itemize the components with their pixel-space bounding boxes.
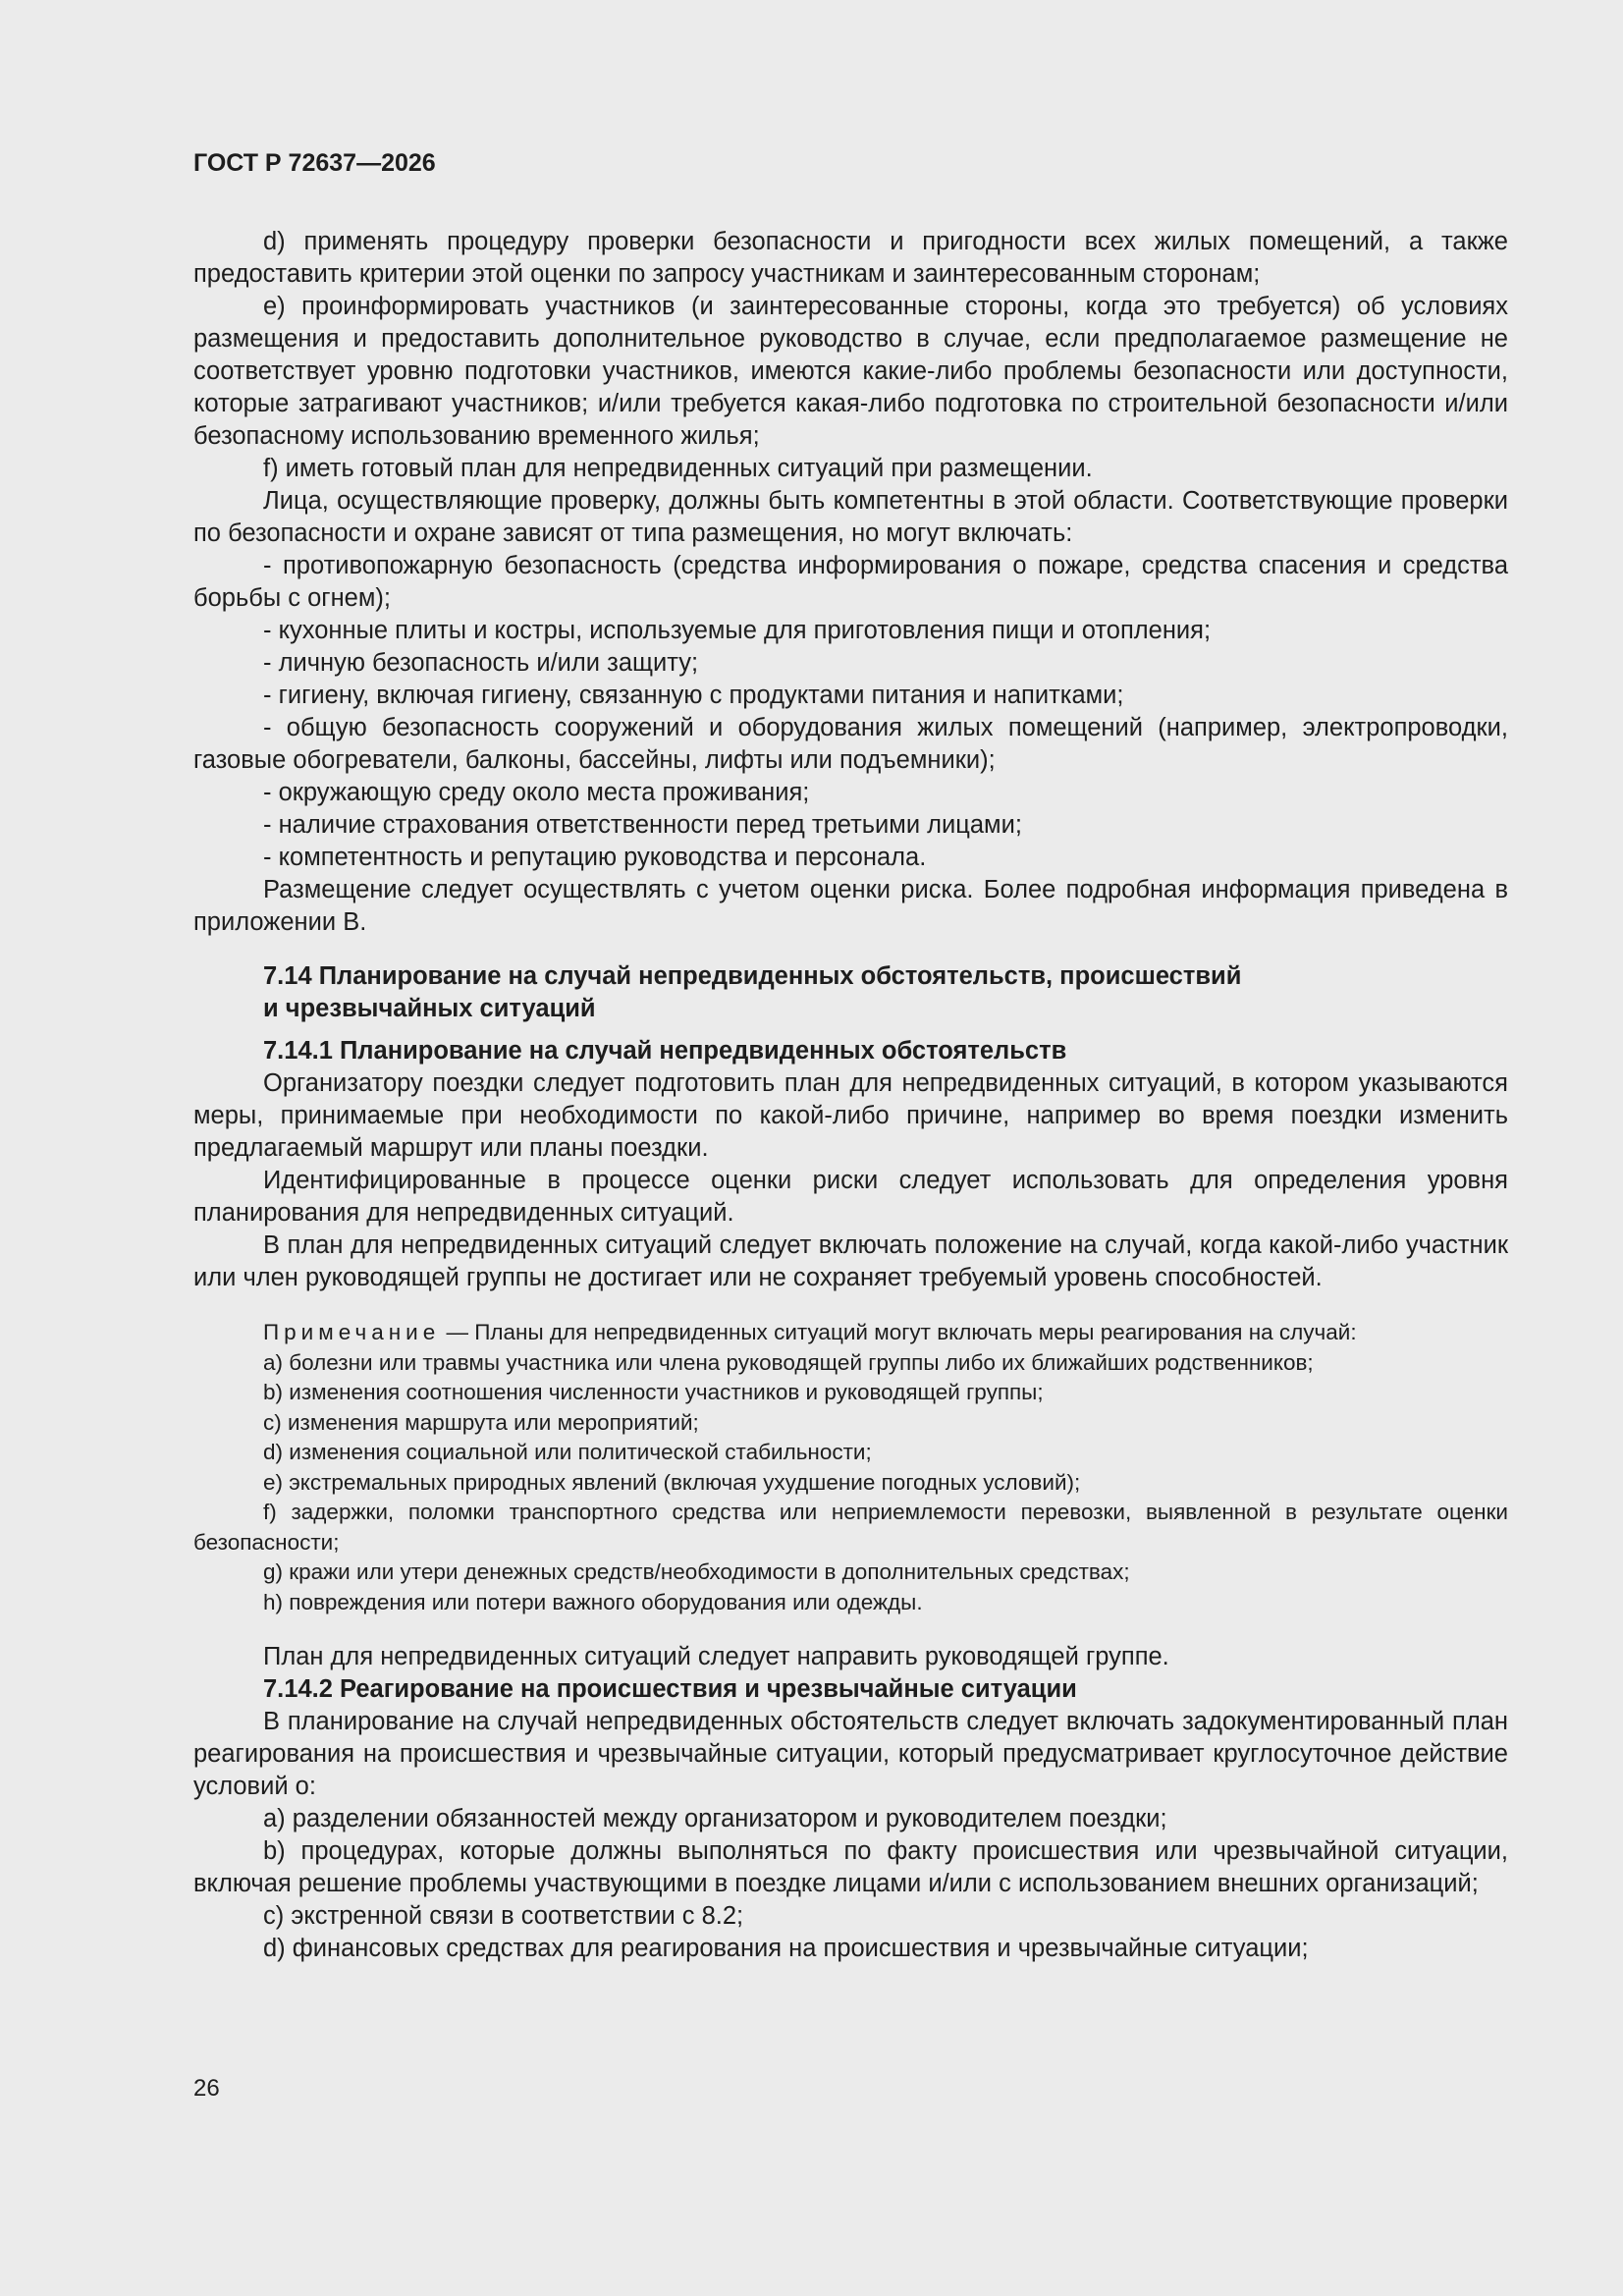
list-item-c: c) экстренной связи в соответствии с 8.2; [263, 1902, 744, 1930]
note-item: g) кражи или утери денежных средств/необходимости в дополнительных средствах; [263, 1559, 1130, 1584]
note-item: a) болезни или травмы участника или члена руководящей группы либо их ближайших родственников; [263, 1349, 1314, 1375]
bullet-item: - компетентность и репутацию руководства и персонала. [263, 844, 927, 871]
section-heading-line: и чрезвычайных ситуаций [263, 995, 596, 1022]
paragraph-after-note: План для непредвиденных ситуаций следует направить руководящей группе. [263, 1643, 1169, 1670]
bullet-item: - общую безопасность сооружений и оборудования жилых помещений (например, электропроводки, газовые обогреватели, балконы, бассейны, лифты или подъемники); [193, 714, 1508, 774]
paragraph-inspection: Лица, осуществляющие проверку, должны быть компетентны в этой области. Соответствующие проверки по безопасности и охране зависят от типа размещения, но могут включать: [193, 487, 1508, 547]
section-heading-7-14 [193, 960, 1508, 1025]
paragraph: В план для непредвиденных ситуаций следует включать положение на случай, когда какой-либо участник или член руководящей группы не достигает или не сохраняет требуемый уровень способностей. [193, 1231, 1508, 1291]
note-item: d) изменения социальной или политической стабильности; [263, 1440, 872, 1464]
bullet-item: - кухонные плиты и костры, используемые для приготовления пищи и отопления; [263, 617, 1212, 644]
bullet-item: - личную безопасность и/или защиту; [263, 649, 699, 677]
section-heading-7-14-2: 7.14.2 Реагирование на происшествия и чрезвычайные ситуации [263, 1675, 1077, 1703]
note-item: c) изменения маршрута или мероприятий; [263, 1409, 699, 1435]
note-item: e) экстремальных природных явлений (включая ухудшение погодных условий); [263, 1469, 1081, 1495]
section-heading-line: 7.14 Планирование на случай непредвиденных обстоятельств, происшествий [263, 962, 1242, 990]
note-intro-text: — Планы для непредвиденных ситуаций могут включать меры реагирования на случай: [440, 1320, 1357, 1344]
note-block [193, 1318, 1508, 1617]
section-heading-7-14-1: 7.14.1 Планирование на случай непредвиденных обстоятельств [263, 1037, 1067, 1065]
note-label: Примечание [263, 1320, 441, 1344]
list-item-d: d) финансовых средствах для реагирования на происшествия и чрезвычайные ситуации; [263, 1935, 1309, 1962]
paragraph: Идентифицированные в процессе оценки риски следует использовать для определения уровня планирования для непредвиденных ситуаций. [193, 1167, 1508, 1227]
bullet-item: - наличие страхования ответственности перед третьими лицами; [263, 811, 1022, 839]
note-item: h) повреждения или потери важного оборудования или одежды. [263, 1589, 923, 1614]
paragraph-placement: Размещение следует осуществлять с учетом оценки риска. Более подробная информация приведена в приложении В. [193, 876, 1508, 936]
note-intro [193, 1318, 1508, 1348]
note-item: b) изменения соотношения численности участников и руководящей группы; [263, 1380, 1044, 1404]
bullet-item: - гигиену, включая гигиену, связанную с продуктами питания и напитками; [263, 682, 1124, 709]
list-item-f: f) иметь готовый план для непредвиденных ситуаций при размещении. [263, 455, 1093, 482]
list-item-b: b) процедурах, которые должны выполняться по факту происшествия или чрезвычайной ситуации, включая решение проблемы участвующими в поездке лицами и/или с использованием внешних организаций; [193, 1837, 1508, 1897]
bullet-item: - противопожарную безопасность (средства информирования о пожаре, средства спасения и средства борьбы с огнем); [193, 552, 1508, 612]
list-item-d: d) применять процедуру проверки безопасности и пригодности всех жилых помещений, а также предоставить критерии этой оценки по запросу участникам и заинтересованным сторонам; [193, 228, 1508, 288]
paragraph: В планирование на случай непредвиденных обстоятельств следует включать задокументированный план реагирования на происшествия и чрезвычайные ситуации, который предусматривает круглосуточное действие условий о: [193, 1708, 1508, 1800]
top-paragraphs [193, 226, 1508, 939]
document-body [193, 226, 1508, 1965]
page-number: 26 [193, 2075, 220, 2102]
bullet-item: - окружающую среду около места проживания; [263, 779, 810, 806]
list-item-a: a) разделении обязанностей между организатором и руководителем поездки; [263, 1805, 1167, 1832]
note-item: f) задержки, поломки транспортного средства или неприемлемости перевозки, выявленной в результате оценки безопасности; [193, 1500, 1508, 1555]
list-item-e: e) проинформировать участников (и заинтересованные стороны, когда это требуется) об условиях размещения и предоставить дополнительное руководство в случае, если предполагаемое размещение не соответствует уровню подготовки участников, имеются какие-либо проблемы безопасности или доступности, которые затрагивают участников; и/или требуется какая-либо подготовка по строительной безопасности и/или безопасному использованию временного жилья; [193, 293, 1508, 450]
paragraph: Организатору поездки следует подготовить план для непредвиденных ситуаций, в котором указываются меры, принимаемые при необходимости по какой-либо причине, например во время поездки изменить предлагаемый маршрут или планы поездки. [193, 1069, 1508, 1162]
document-code-header: ГОСТ Р 72637—2026 [193, 149, 436, 177]
